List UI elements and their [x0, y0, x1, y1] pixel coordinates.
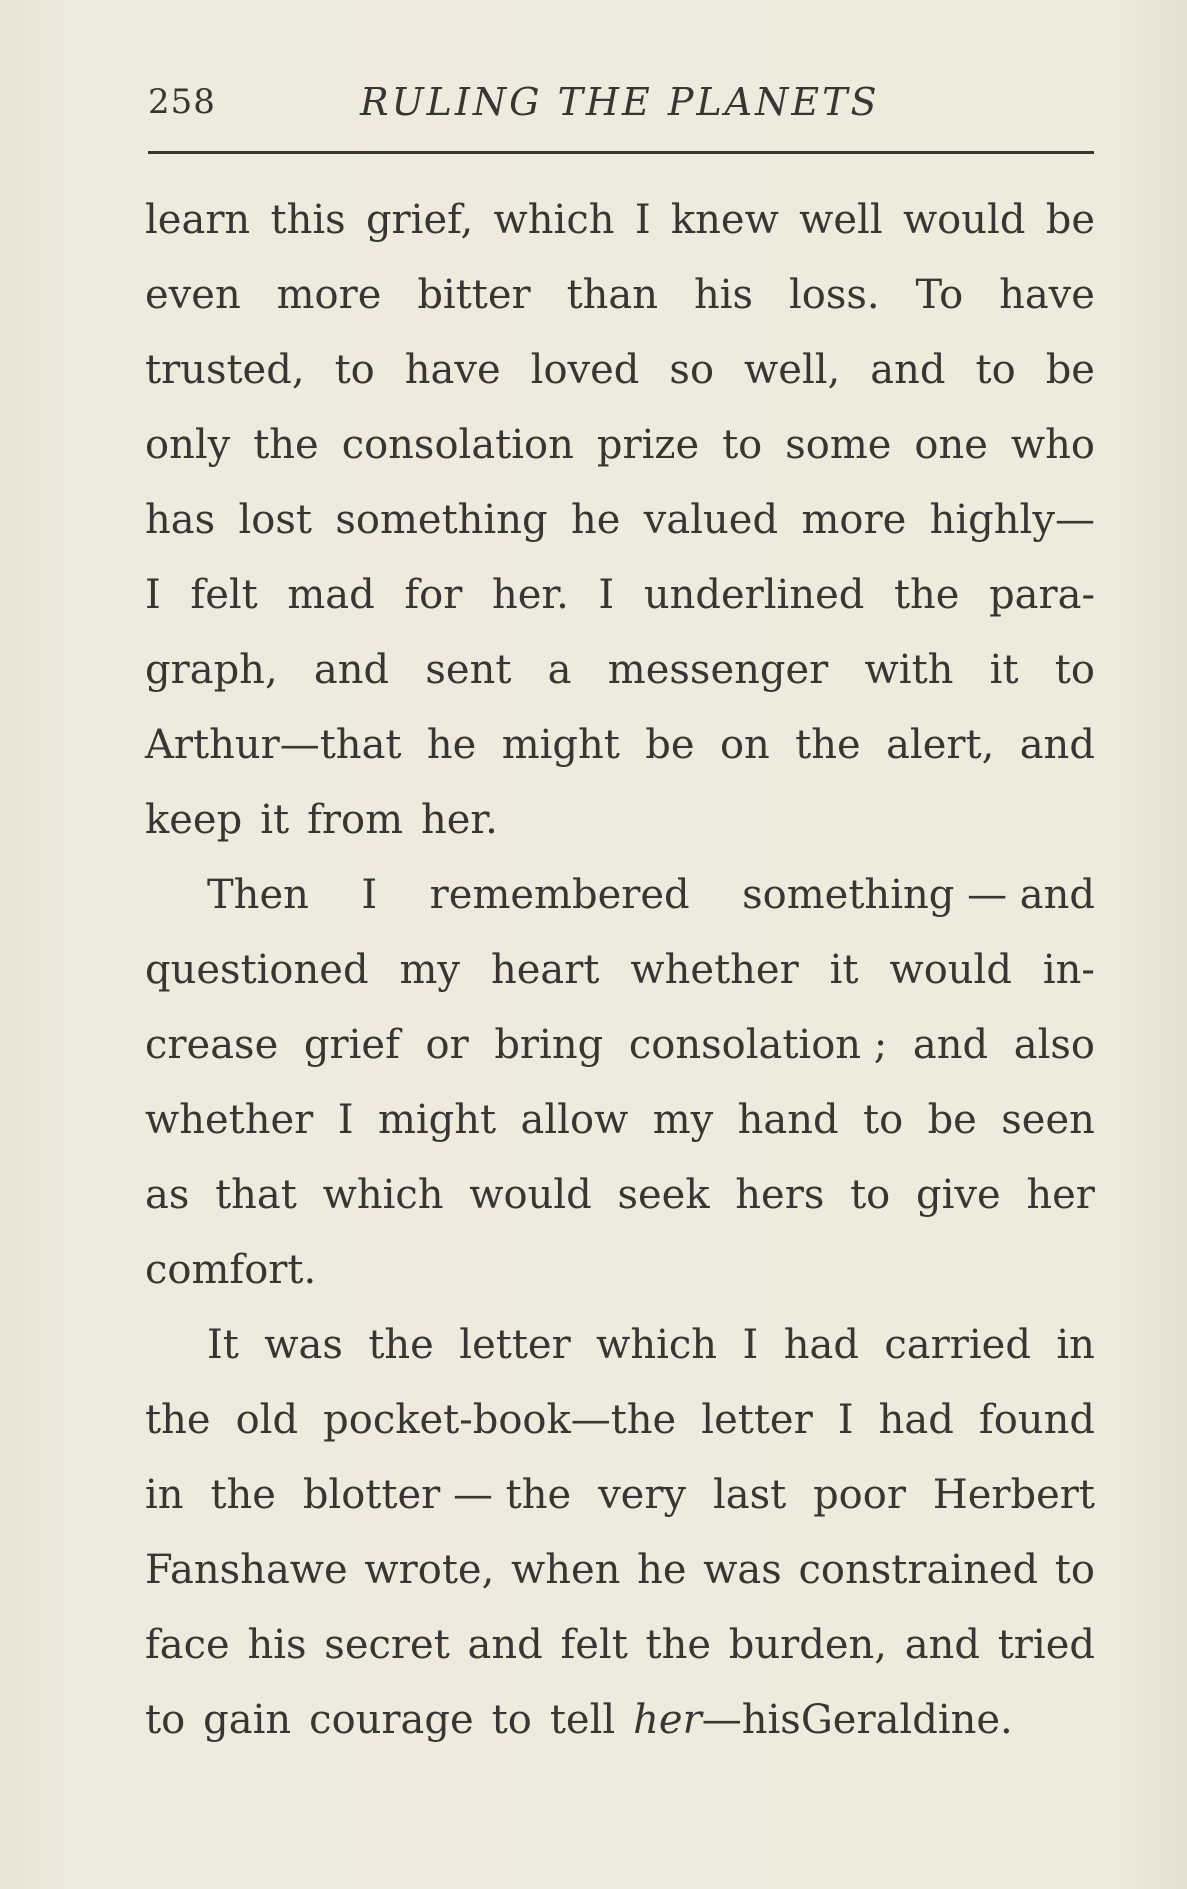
word: It — [207, 1322, 239, 1368]
word: consolation — [341, 422, 574, 468]
running-head — [148, 78, 1094, 128]
word: messenger — [607, 647, 829, 693]
word: more — [276, 272, 382, 318]
word: tell — [549, 1697, 616, 1743]
text-line — [145, 1090, 1095, 1165]
word: comfort. — [145, 1247, 317, 1293]
word: remembered — [429, 872, 690, 918]
word: the — [368, 1322, 434, 1368]
word: for — [404, 572, 463, 618]
word: be — [645, 722, 695, 768]
word: felt — [190, 572, 258, 618]
word: I — [742, 1322, 759, 1368]
word: alert, — [886, 722, 995, 768]
word: heart — [490, 947, 600, 993]
word: it — [260, 797, 290, 843]
word: one — [914, 422, 988, 468]
word: and — [313, 647, 390, 693]
word: her. — [491, 572, 569, 618]
word: constrained — [798, 1547, 1039, 1593]
word: which — [493, 197, 615, 243]
word: knew — [670, 197, 779, 243]
word: whether — [630, 947, 799, 993]
word: was — [703, 1547, 782, 1593]
text-line — [145, 715, 1095, 790]
word: also — [1013, 1022, 1095, 1068]
word: he — [637, 1547, 687, 1593]
word: in — [1056, 1322, 1095, 1368]
word: was — [264, 1322, 343, 1368]
text-line — [145, 940, 1095, 1015]
word: prize — [596, 422, 700, 468]
word: mad — [287, 572, 375, 618]
word: old — [235, 1397, 299, 1443]
word: well, — [744, 347, 841, 393]
word: this — [270, 197, 346, 243]
text-line — [145, 265, 1095, 340]
word: when — [510, 1547, 621, 1593]
word: graph, — [145, 647, 278, 693]
header-rule — [148, 151, 1094, 154]
word: last — [712, 1472, 787, 1518]
word: I — [337, 1097, 354, 1143]
word: loss. — [788, 272, 880, 318]
word: had — [783, 1322, 859, 1368]
word: something — and — [742, 872, 1095, 918]
word: he — [570, 497, 621, 543]
word: would — [902, 197, 1026, 243]
word: burden, — [728, 1622, 888, 1668]
word: lost — [238, 497, 312, 543]
word: he — [426, 722, 477, 768]
word: courage — [309, 1697, 474, 1743]
word: I — [837, 1397, 854, 1443]
word: have — [999, 272, 1095, 318]
word: I — [361, 872, 378, 918]
word: Then — [207, 872, 309, 918]
word: seek — [617, 1172, 710, 1218]
word: and — [467, 1622, 543, 1668]
text-line — [145, 790, 1095, 865]
word: some — [785, 422, 892, 468]
word: so — [669, 347, 715, 393]
word: a — [547, 647, 572, 693]
word: might — [377, 1097, 497, 1143]
word: in- — [1042, 947, 1095, 993]
word: the — [253, 422, 319, 468]
text-line — [145, 1390, 1095, 1465]
word: has — [145, 497, 216, 543]
word: secret — [324, 1622, 450, 1668]
word: her — [1026, 1172, 1095, 1218]
word: to — [850, 1172, 891, 1218]
word: and — [912, 1022, 989, 1068]
word: which — [322, 1172, 444, 1218]
text-line — [145, 1465, 1095, 1540]
text-line — [145, 415, 1095, 490]
word: grief, — [365, 197, 474, 243]
word: as — [145, 1172, 190, 1218]
word: I — [598, 572, 615, 618]
word: my — [399, 947, 461, 993]
word: in — [145, 1472, 184, 1518]
word: to — [491, 1697, 532, 1743]
word: hand — [737, 1097, 839, 1143]
word: bring — [494, 1022, 604, 1068]
text-line — [145, 1540, 1095, 1615]
word: tried — [997, 1622, 1095, 1668]
word: would — [469, 1172, 592, 1218]
word: Fanshawe — [145, 1547, 348, 1593]
word: it — [829, 947, 859, 993]
word: and — [1019, 722, 1095, 768]
word: had — [878, 1397, 954, 1443]
italic-word: her — [633, 1697, 702, 1743]
text-line — [145, 340, 1095, 415]
word: grief — [303, 1022, 400, 1068]
text-line — [145, 1165, 1095, 1240]
word: have — [404, 347, 501, 393]
page-number: 258 — [148, 82, 216, 122]
text-line — [145, 490, 1095, 565]
word: the — [893, 572, 960, 618]
word: only — [145, 422, 231, 468]
word: hers — [735, 1172, 825, 1218]
text-line — [145, 1615, 1095, 1690]
word: would — [889, 947, 1012, 993]
word: the — [795, 722, 861, 768]
text-line — [145, 1690, 1095, 1765]
word: which — [596, 1322, 718, 1368]
word: Herbert — [932, 1472, 1095, 1518]
word: than — [566, 272, 659, 318]
word: very — [598, 1472, 687, 1518]
word: para- — [989, 572, 1095, 618]
word: Arthur—that — [145, 722, 402, 768]
word: something — [335, 497, 548, 543]
word: I — [634, 197, 651, 243]
word: carried — [884, 1322, 1031, 1368]
word: from — [307, 797, 403, 843]
word: trusted, — [145, 347, 305, 393]
word: underlined — [643, 572, 865, 618]
word: and — [904, 1622, 980, 1668]
word: to — [145, 1697, 186, 1743]
word: my — [652, 1097, 714, 1143]
word: the — [645, 1622, 712, 1668]
word: be — [1045, 197, 1095, 243]
word: felt — [560, 1622, 628, 1668]
word: more — [801, 497, 907, 543]
word: I — [145, 572, 161, 618]
word: be — [1045, 347, 1095, 393]
word: be — [927, 1097, 977, 1143]
word: letter — [701, 1397, 813, 1443]
word: gain — [203, 1697, 292, 1743]
word: found — [978, 1397, 1095, 1443]
text-line — [145, 865, 1095, 940]
word: questioned — [145, 947, 369, 993]
text-line — [145, 565, 1095, 640]
word: well — [799, 197, 883, 243]
text-line — [145, 640, 1095, 715]
word: even — [145, 272, 241, 318]
word: consolation ; — [628, 1022, 888, 1068]
word: or — [425, 1022, 469, 1068]
word: highly— — [929, 497, 1095, 543]
word: bitter — [417, 272, 531, 318]
word: seen — [1001, 1097, 1095, 1143]
text-line — [145, 190, 1095, 265]
word: loved — [530, 347, 640, 393]
word: his — [247, 1622, 307, 1668]
word: poor — [813, 1472, 906, 1518]
word: who — [1010, 422, 1095, 468]
word: the — [145, 1397, 211, 1443]
text-line — [145, 1015, 1095, 1090]
word: his — [693, 272, 754, 318]
text-line — [145, 1240, 1095, 1315]
word: valued — [643, 497, 779, 543]
word: letter — [459, 1322, 571, 1368]
word: to — [863, 1097, 904, 1143]
running-title: RULING THE PLANETS — [360, 80, 880, 124]
word: to — [1054, 647, 1095, 693]
word: that — [215, 1172, 297, 1218]
body-text — [145, 190, 1095, 1765]
text-line — [145, 1315, 1095, 1390]
word: crease — [145, 1022, 279, 1068]
word: might — [501, 722, 620, 768]
word: with — [864, 647, 954, 693]
word: it — [989, 647, 1019, 693]
word: the — [210, 1472, 276, 1518]
word: on — [719, 722, 770, 768]
word: learn — [145, 197, 251, 243]
word: face — [145, 1622, 230, 1668]
word: to — [1054, 1547, 1095, 1593]
word: to — [334, 347, 375, 393]
word: —his — [701, 1697, 801, 1743]
word: her. — [421, 797, 498, 843]
word: to — [975, 347, 1016, 393]
word: To — [915, 272, 964, 318]
word: and — [870, 347, 946, 393]
word: sent — [425, 647, 512, 693]
word: wrote, — [364, 1547, 495, 1593]
word: keep — [145, 797, 243, 843]
word: Geraldine. — [800, 1697, 1013, 1743]
word: whether — [145, 1097, 314, 1143]
word: blotter — the — [302, 1472, 572, 1518]
word: to — [722, 422, 763, 468]
word: pocket-book—the — [323, 1397, 677, 1443]
word: allow — [520, 1097, 629, 1143]
word: give — [915, 1172, 1001, 1218]
